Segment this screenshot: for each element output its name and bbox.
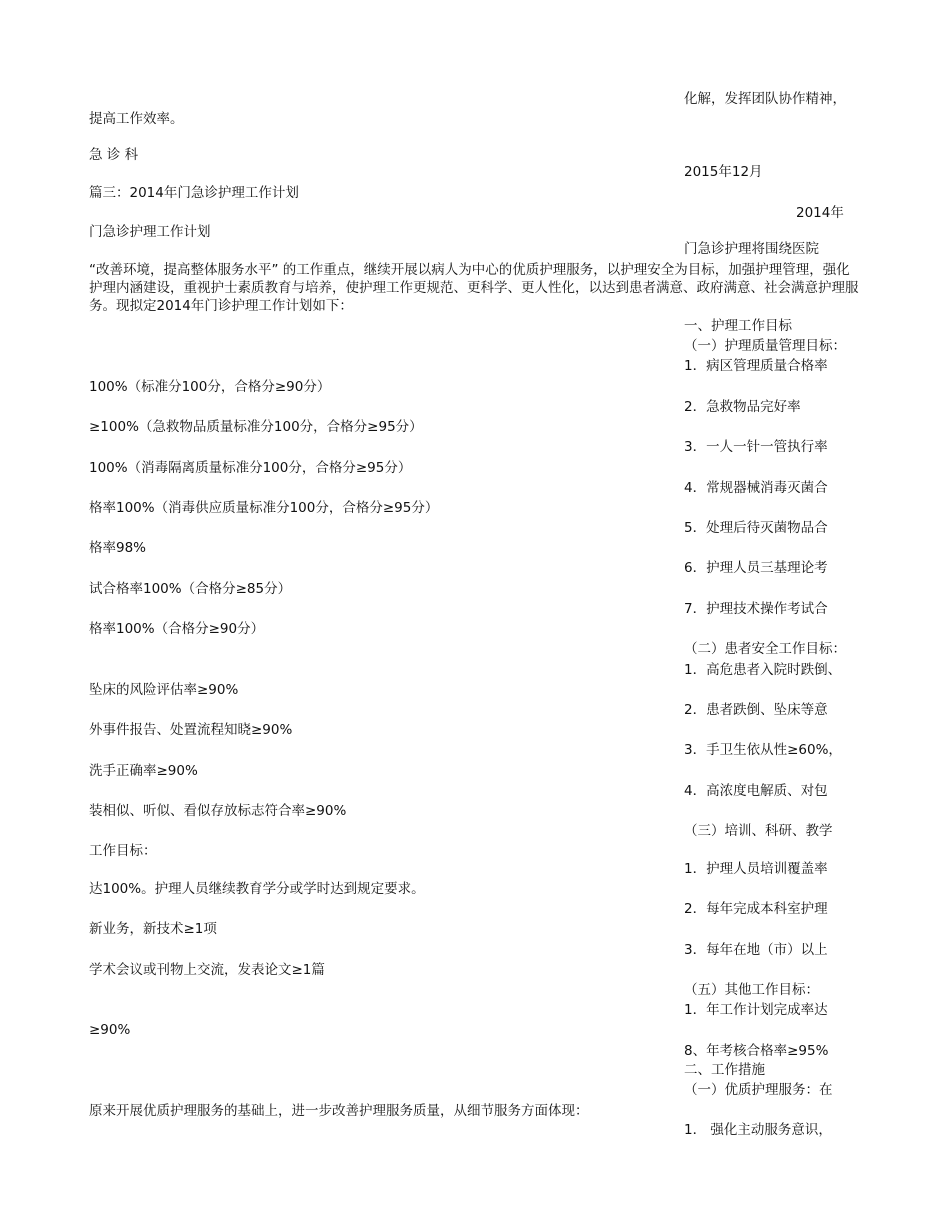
- quality-item-7: 7．护理技术操作考试合: [684, 601, 828, 617]
- safety-value-2: 外事件报告、处置流程知晓≥90%: [89, 722, 293, 738]
- safety-value-4: 装相似、听似、看似存放标志符合率≥90%: [89, 803, 347, 819]
- quality-item-3: 3．一人一针一管执行率: [684, 439, 828, 455]
- safety-item-2: 2．患者跌倒、坠床等意: [684, 702, 828, 718]
- other-item-1: 1．年工作计划完成率达: [684, 1002, 828, 1018]
- training-value-3: 学术会议或刊物上交流，发表论文≥1篇: [89, 962, 325, 978]
- quality-value-7: 格率100%（合格分≥90分）: [89, 621, 265, 637]
- safety-item-4: 4．高浓度电解质、对包: [684, 783, 828, 799]
- safety-item-1: 1．高危患者入院时跌倒、: [684, 662, 842, 678]
- quality-value-1: 100%（标准分100分，合格分≥90分）: [89, 379, 331, 395]
- date-2015-december: 2015年12月: [684, 164, 763, 180]
- subsection-other-goals: （五）其他工作目标：: [684, 982, 819, 998]
- subsection-patient-safety: （二）患者安全工作目标：: [684, 641, 846, 657]
- right-line-teamwork: 化解，发挥团队协作精神，: [684, 91, 846, 107]
- training-value-2: 新业务，新技术≥1项: [89, 921, 217, 937]
- subsection-quality-goals: （一）护理质量管理目标：: [684, 338, 846, 354]
- date-2014: 2014年: [796, 205, 844, 221]
- document-title: 门急诊护理工作计划: [89, 224, 211, 240]
- subsection-training: （三）培训、科研、教学: [684, 823, 833, 839]
- other-value-1: ≥90%: [89, 1022, 131, 1038]
- training-item-3: 3．每年在地（市）以上: [684, 942, 828, 958]
- quality-value-4: 格率100%（消毒供应质量标准分100分，合格分≥95分）: [89, 500, 439, 516]
- quality-item-5: 5．处理后待灭菌物品合: [684, 520, 828, 536]
- training-item-1: 1．护理人员培训覆盖率: [684, 861, 828, 877]
- section-1-heading: 一、护理工作目标: [684, 318, 792, 334]
- department-name: 急 诊 科: [89, 147, 139, 163]
- training-value-1: 达100%。护理人员继续教育学分或学时达到规定要求。: [89, 881, 425, 897]
- quality-item-2: 2．急救物品完好率: [684, 399, 801, 415]
- safety-item-3: 3．手卫生依从性≥60%，: [684, 742, 842, 758]
- training-item-2: 2．每年完成本科室护理: [684, 901, 828, 917]
- measure-item-1: 1． 强化主动服务意识，: [684, 1122, 832, 1138]
- safety-value-3: 洗手正确率≥90%: [89, 763, 198, 779]
- quality-value-5: 格率98%: [89, 540, 147, 556]
- right-intro: 门急诊护理将围绕医院: [684, 241, 819, 257]
- safety-value-1: 坠床的风险评估率≥90%: [89, 682, 239, 698]
- subsection-quality-service: （一）优质护理服务：在: [684, 1082, 833, 1098]
- intro-paragraph: “改善环境，提高整体服务水平” 的工作重点，继续开展以病人为中心的优质护理服务，以护理安全为目标，加强护理管理，强化护理内涵建设，重视护士素质教育与培养，使护理工作更规范、更科学、更人性化，以达到患者满意、政府满意、社会满意护理服务。现拟定2014年门诊护理工作计划如下：: [89, 262, 859, 314]
- quality-item-6: 6．护理人员三基理论考: [684, 560, 828, 576]
- quality-item-1: 1．病区管理质量合格率: [684, 358, 828, 374]
- other-item-8: 8、年考核合格率≥95%: [684, 1043, 829, 1059]
- section-2-heading: 二、工作措施: [684, 1062, 765, 1078]
- left-efficiency: 提高工作效率。: [89, 111, 184, 127]
- chapter-title: 篇三：2014年门急诊护理工作计划: [89, 185, 299, 201]
- training-goal-label: 工作目标：: [89, 843, 157, 859]
- measure-value-1: 原来开展优质护理服务的基础上，进一步改善护理服务质量，从细节服务方面体现：: [89, 1103, 589, 1119]
- quality-value-2: ≥100%（急救物品质量标准分100分，合格分≥95分）: [89, 419, 423, 435]
- quality-value-3: 100%（消毒隔离质量标准分100分，合格分≥95分）: [89, 460, 412, 476]
- quality-item-4: 4．常规器械消毒灭菌合: [684, 480, 828, 496]
- quality-value-6: 试合格率100%（合格分≥85分）: [89, 581, 292, 597]
